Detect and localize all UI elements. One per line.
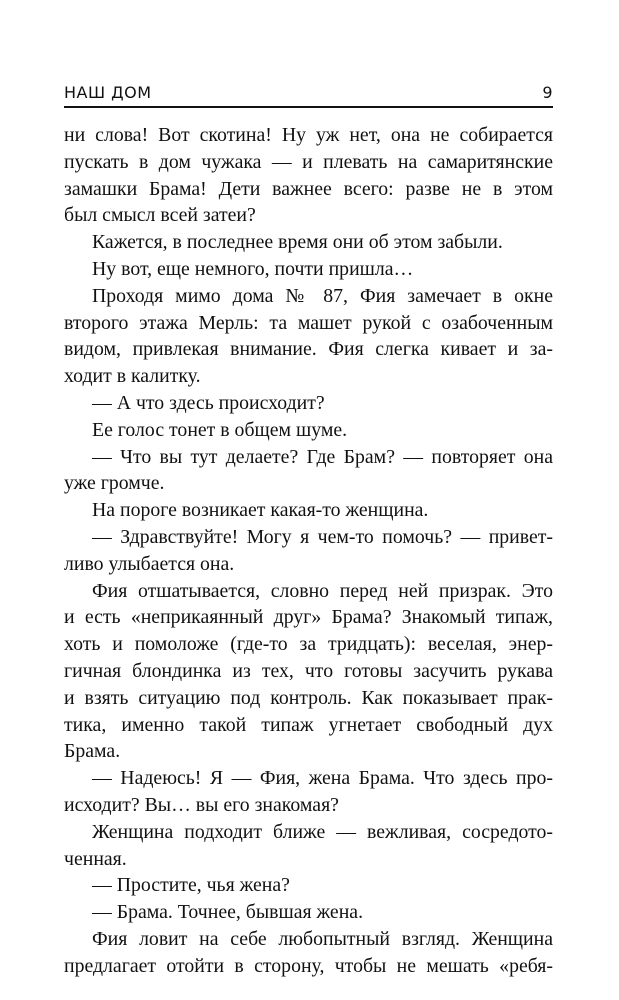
text-line: — Простите, чья жена? [92,874,290,897]
text-line: видом, привлекая внимание. Фия слегка кивает и за- [64,338,553,361]
running-header [64,78,553,102]
running-title: НАШ ДОМ [64,83,152,102]
text-line: — А что здесь происходит? [92,391,325,414]
text-line: ни слова! Вот скотина! Ну уж нет, она не собирается [64,124,553,146]
text-line: и есть «неприкаянный друг» Брама? Знакомый типаж, [64,606,553,629]
text-line: предлагает отойти в сторону, чтобы не мешать «ребя- [64,954,553,977]
text-line: и взять ситуацию под контроль. Как показывает прак- [64,686,553,709]
text-line: был смысл всей затеи? [64,204,256,227]
text-line: Фия ловит на себе любопытный взгляд. Женщина [92,927,553,950]
text-line: — Здравствуйте! Могу я чем-то помочь? — привет- [92,525,553,548]
text-line: Брама. [64,740,121,763]
text-line: — Надеюсь! Я — Фия, жена Брама. Что здесь про- [92,767,553,790]
header-rule [64,106,553,108]
text-line: ходит в калитку. [64,365,201,388]
text-line: пускать в дом чужака — и плевать на самаритянские [64,150,553,173]
text-line: гичная блондинка из тех, что готовы засучить рукава [64,659,553,682]
text-line: Кажется, в последнее время они об этом забыли. [92,231,503,254]
text-line: На пороге возникает какая-то женщина. [92,499,429,522]
text-line: замашки Брама! Дети важнее всего: разве не в этом [64,177,553,200]
text-line: ливо улыбается она. [64,552,235,575]
text-line: Ее голос тонет в общем шуме. [92,418,348,441]
text-line: Фия отшатывается, словно перед ней призрак. Это [92,579,553,602]
text-line: исходит? Вы… вы его знакомая? [64,793,339,816]
page-number: 9 [542,83,553,102]
body-text [64,122,553,980]
text-line: хоть и помоложе (где-то за тридцать): веселая, энер- [64,633,553,656]
text-line: уже громче. [64,472,165,495]
text-line: ченная. [64,847,127,870]
text-line: — Что вы тут делаете? Где Брам? — повторяет она [92,445,553,468]
text-line: Ну вот, еще немного, почти пришла… [92,257,414,280]
text-line: — Брама. Точнее, бывшая жена. [92,901,364,924]
text-line: Женщина подходит ближе — вежливая, сосредото- [92,820,553,843]
text-line: тика, именно такой типаж угнетает свободный дух [64,713,553,736]
text-line: второго этажа Мерль: та машет рукой с озабоченным [64,311,553,334]
text-line: Проходя мимо дома № 87, Фия замечает в окне [92,284,553,307]
